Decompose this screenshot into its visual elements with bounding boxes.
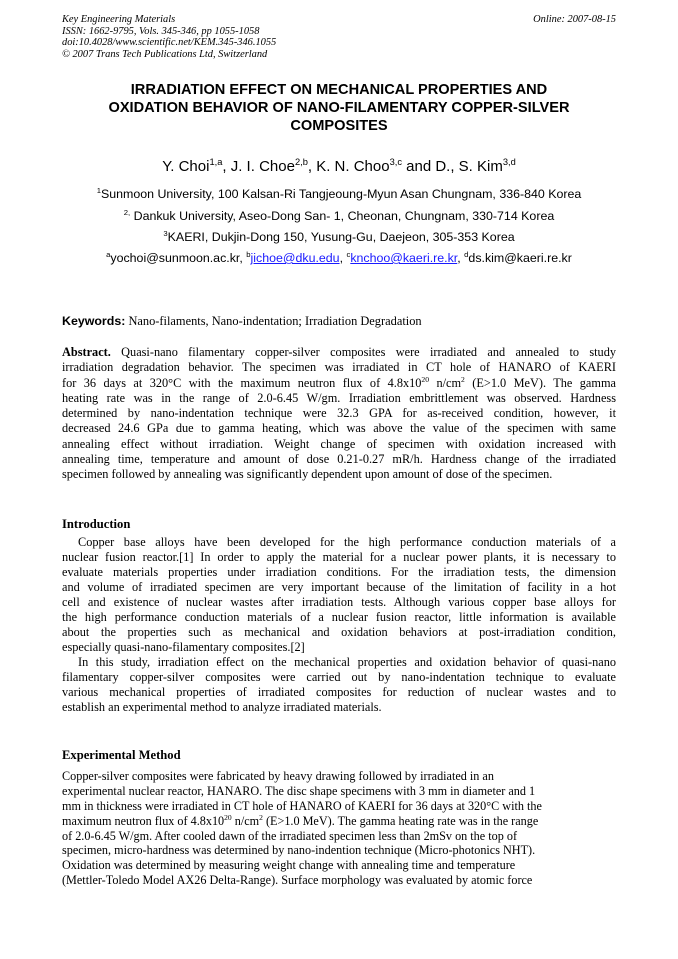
intro-line: evaluate materials properties under irradiation conditions. For the irradiation tests, the dimension: [62, 565, 616, 579]
exp-line: mm in thickness were irradiated in CT hole of HANARO of KAERI for 36 days at 320°C with the: [62, 798, 542, 813]
intro-line: cell and existence of nuclear wastes after irradiation tests. Although various copper base alloys for: [62, 595, 616, 609]
intro-line: establish an experimental method to analyze irradiated materials.: [62, 700, 382, 714]
online-date: Online: 2007-08-15: [533, 14, 616, 25]
author-name: Y. Choi: [162, 158, 210, 175]
abstract-text: Quasi-nano filamentary copper-silver composites were irradiated and annealed to study: [110, 345, 616, 359]
affiliation-mark: 3: [163, 228, 168, 238]
intro-line: the high performance conduction materials of a nuclear fusion reactor, little information is available: [62, 610, 616, 624]
affiliation-text: Sunmoon University, 100 Kalsan-Ri Tangjeoung-Myun Asan Chungnam, 336-840 Korea: [100, 187, 582, 201]
email-mark: a: [106, 249, 111, 259]
email-mark: d: [464, 249, 469, 259]
exp-text: n/cm: [231, 813, 260, 828]
affiliation-text: Dankuk University, Aseo-Dong San- 1, Cheonan, Chungnam, 330-714 Korea: [130, 209, 555, 223]
intro-line: In this study, irradiation effect on the mechanical properties and oxidation behavior of quasi-nano: [78, 655, 616, 669]
author-affiliation-mark: 1,a: [209, 157, 223, 167]
exp-text: maximum neutron flux of 4.8x10: [62, 813, 225, 828]
experimental-heading: Experimental Method: [62, 748, 181, 762]
abstract-line: [62, 376, 616, 391]
abstract-text: n/cm: [429, 375, 462, 390]
affiliation-1: [62, 186, 616, 202]
email-mark: b: [246, 249, 251, 259]
affiliation-2: [62, 208, 616, 224]
email-link-c[interactable]: knchoo@kaeri.re.kr: [350, 251, 458, 265]
email-link-b[interactable]: jichoe@dku.edu: [250, 251, 340, 265]
affiliation-text: KAERI, Dukjin-Dong 150, Yusung-Gu, Daejeon, 305-353 Korea: [167, 230, 515, 244]
abstract-text: for 36 days at 320°C with the maximum neutron flux of 4.8x10: [62, 375, 422, 390]
title-line: IRRADIATION EFFECT ON MECHANICAL PROPERTIES AND: [130, 82, 548, 98]
email-separator: ,: [339, 251, 347, 265]
journal-info: [62, 14, 276, 60]
journal-copyright: © 2007 Trans Tech Publications Ltd, Switzerland: [62, 48, 268, 60]
abstract-line: annealing effect without irradiation. Weight change of specimen with oxidation increased with: [62, 436, 616, 451]
abstract-line: determined by nano-indentation technique were 32.3 GPA for as-received condition, however, it: [62, 406, 616, 421]
title-line: OXIDATION BEHAVIOR OF NANO-FILAMENTARY COPPER-SILVER: [108, 100, 570, 116]
affiliation-mark: 1: [96, 185, 101, 195]
journal-name: Key Engineering Materials: [62, 14, 176, 25]
author-list: [62, 157, 616, 177]
exp-line: (Mettler-Toledo Model AX26 Delta-Range). Surface morphology was evaluated by atomic force: [62, 873, 533, 888]
paper-title: [62, 81, 616, 135]
intro-line: about the properties such as mechanical and oxidation behaviors at post-irradiation condition,: [62, 625, 616, 639]
abstract-line: irradiation degradation behavior. The specimen was irradiated in CT hole of HANARO of KAERI: [62, 360, 616, 375]
abstract-line: decreased 24.6 GPa due to gamma heating, which was above the value of the specimen with same: [62, 421, 616, 436]
author-name: , K. N. Choo: [307, 158, 390, 175]
intro-line: especially quasi-nano-filamentary composites.[2]: [62, 640, 305, 654]
keywords-label: Keywords:: [62, 314, 126, 328]
abstract-line: [62, 345, 616, 360]
affiliation-mark: 2,: [123, 207, 131, 217]
email-list: [62, 250, 616, 266]
affiliation-3: [62, 229, 616, 245]
author-affiliation-mark: 3,d: [502, 157, 516, 167]
email-d: ds.kim@kaeri.re.kr: [468, 251, 572, 265]
title-line: COMPOSITES: [290, 118, 388, 134]
exp-line: specimen, micro-hardness was determined by nano-indention technique (Micro-photonics NHT).: [62, 843, 536, 858]
abstract-line: heating rate was in the range of 2.0-6.45 W/gm. Irradiation embrittlement was observed. Hardness: [62, 390, 616, 405]
exp-line: experimental nuclear reactor, HANARO. The disc shape specimens with 3 mm in diameter and 1: [62, 783, 536, 798]
introduction-heading: Introduction: [62, 517, 131, 531]
exponent: 2: [259, 812, 263, 822]
author-affiliation-mark: 3,c: [389, 157, 402, 167]
email-separator: ,: [239, 251, 247, 265]
intro-line: nuclear fusion reactor.[1] In order to apply the material for a nuclear power plants, it is necessary to: [62, 550, 616, 564]
exponent: 20: [421, 374, 430, 384]
exp-line: Copper-silver composites were fabricated by heavy drawing followed by irradiated in an: [62, 769, 494, 783]
abstract-line: annealing time, temperature and amount of dose 0.21-0.27 mR/h. Hardness change of the irradiated: [62, 452, 616, 467]
abstract-text: (E>1.0 MeV). The gamma: [464, 375, 616, 390]
exponent: 2: [461, 374, 465, 384]
keywords-text: Nano-filaments, Nano-indentation; Irradiation Degradation: [125, 314, 422, 328]
intro-line: Copper base alloys have been developed for the high performance conduction materials of a: [78, 535, 616, 549]
exp-text: (E>1.0 MeV). The gamma heating rate was in the range: [262, 813, 539, 828]
author-name: , J. I. Choe: [222, 158, 295, 175]
journal-doi: doi:10.4028/www.scientific.net/KEM.345-346.1055: [62, 37, 277, 49]
intro-line: various mechanical properties of irradiated composites for reduction of nuclear wastes and to: [62, 685, 616, 699]
email-mark: c: [346, 249, 351, 259]
exp-line: [62, 814, 616, 829]
abstract-label: Abstract.: [62, 345, 111, 359]
abstract: [62, 345, 616, 483]
email-separator: ,: [457, 251, 465, 265]
abstract-line: specimen followed by annealing was significantly dependent upon amount of dose of the specimen.: [62, 467, 553, 482]
author-name: and D., S. Kim: [401, 158, 503, 175]
exponent: 20: [224, 812, 232, 822]
intro-line: and volume of irradiated specimen are very important because of the limitation of facility in a hot: [62, 580, 616, 594]
exp-line: of 2.0-6.45 W/gm. After cooled dawn of the irradiated specimen less than 2mSv on the top of: [62, 828, 518, 843]
email-a: yochoi@sunmoon.ac.kr: [110, 251, 240, 265]
author-affiliation-mark: 2,b: [294, 157, 308, 167]
introduction-body: [62, 535, 616, 715]
keywords: [62, 314, 616, 329]
exp-line: Oxidation was determined by measuring weight change with annealing time and temperature: [62, 858, 516, 873]
intro-line: filamentary copper-silver composites were carried out by nano-indentation technique to evaluate: [62, 670, 616, 684]
journal-issn: ISSN: 1662-9795, Vols. 345-346, pp 1055-1058: [62, 25, 260, 37]
experimental-body: [62, 769, 616, 888]
